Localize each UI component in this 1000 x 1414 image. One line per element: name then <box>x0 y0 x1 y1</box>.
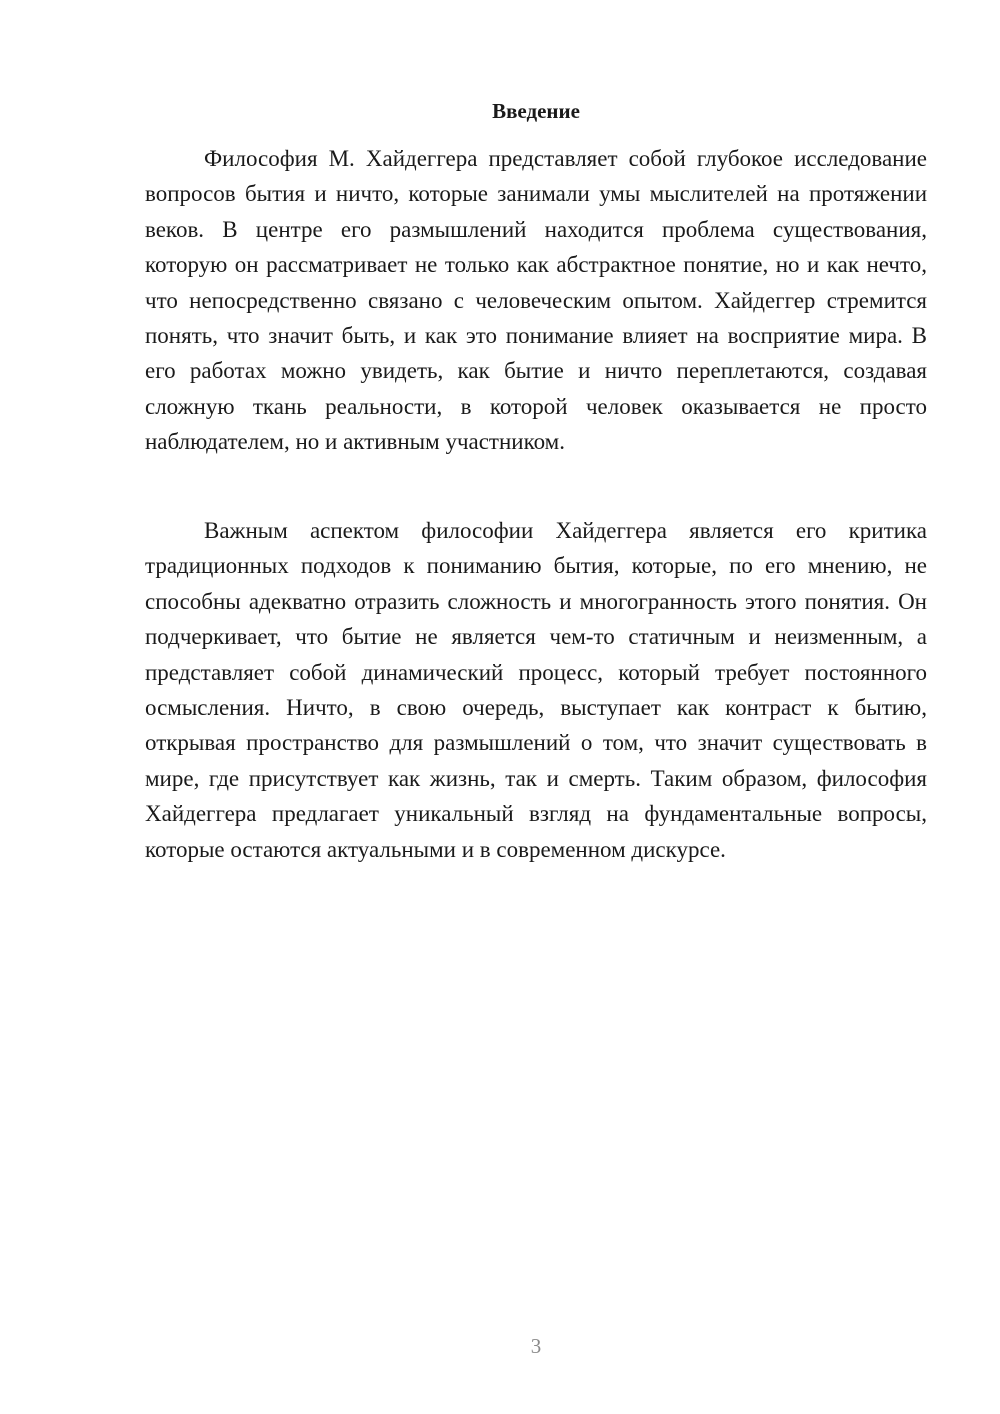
page-number: 3 <box>530 1334 542 1358</box>
section-heading: Введение <box>492 99 580 123</box>
paragraph-2: Важным аспектом философии Хайдеггера является его критика традиционных подходов к пониманию бытия, которые, по его мнению, не способны адекватно отразить сложность и многогранность этого понятия. Он подчеркивает, что бытие не является чем-то статичным и неизменным, а представляет собой динамический процесс, который требует постоянного осмысления. Ничто, в свою очередь, выступает как контраст к бытию, открывая пространство для размышлений о том, что значит существовать в мире, где присутствует как жизнь, так и смерть. Таким образом, философия Хайдеггера предлагает уникальный взгляд на фундаментальные вопросы, которые остаются актуальными и в современном дискурсе. <box>145 518 927 862</box>
paragraph-1: Философия М. Хайдеггера представляет собой глубокое исследование вопросов бытия и ничто, которые занимали умы мыслителей на протяжении веков. В центре его размышлений находится проблема существования, которую он рассматривает не только как абстрактное понятие, но и как нечто, что непосредственно связано с человеческим опытом. Хайдеггер стремится понять, что значит быть, и как это понимание влияет на восприятие мира. В его работах можно увидеть, как бытие и ничто переплетаются, создавая сложную ткань реальности, в которой человек оказывается не просто наблюдателем, но и активным участником. <box>145 146 927 455</box>
